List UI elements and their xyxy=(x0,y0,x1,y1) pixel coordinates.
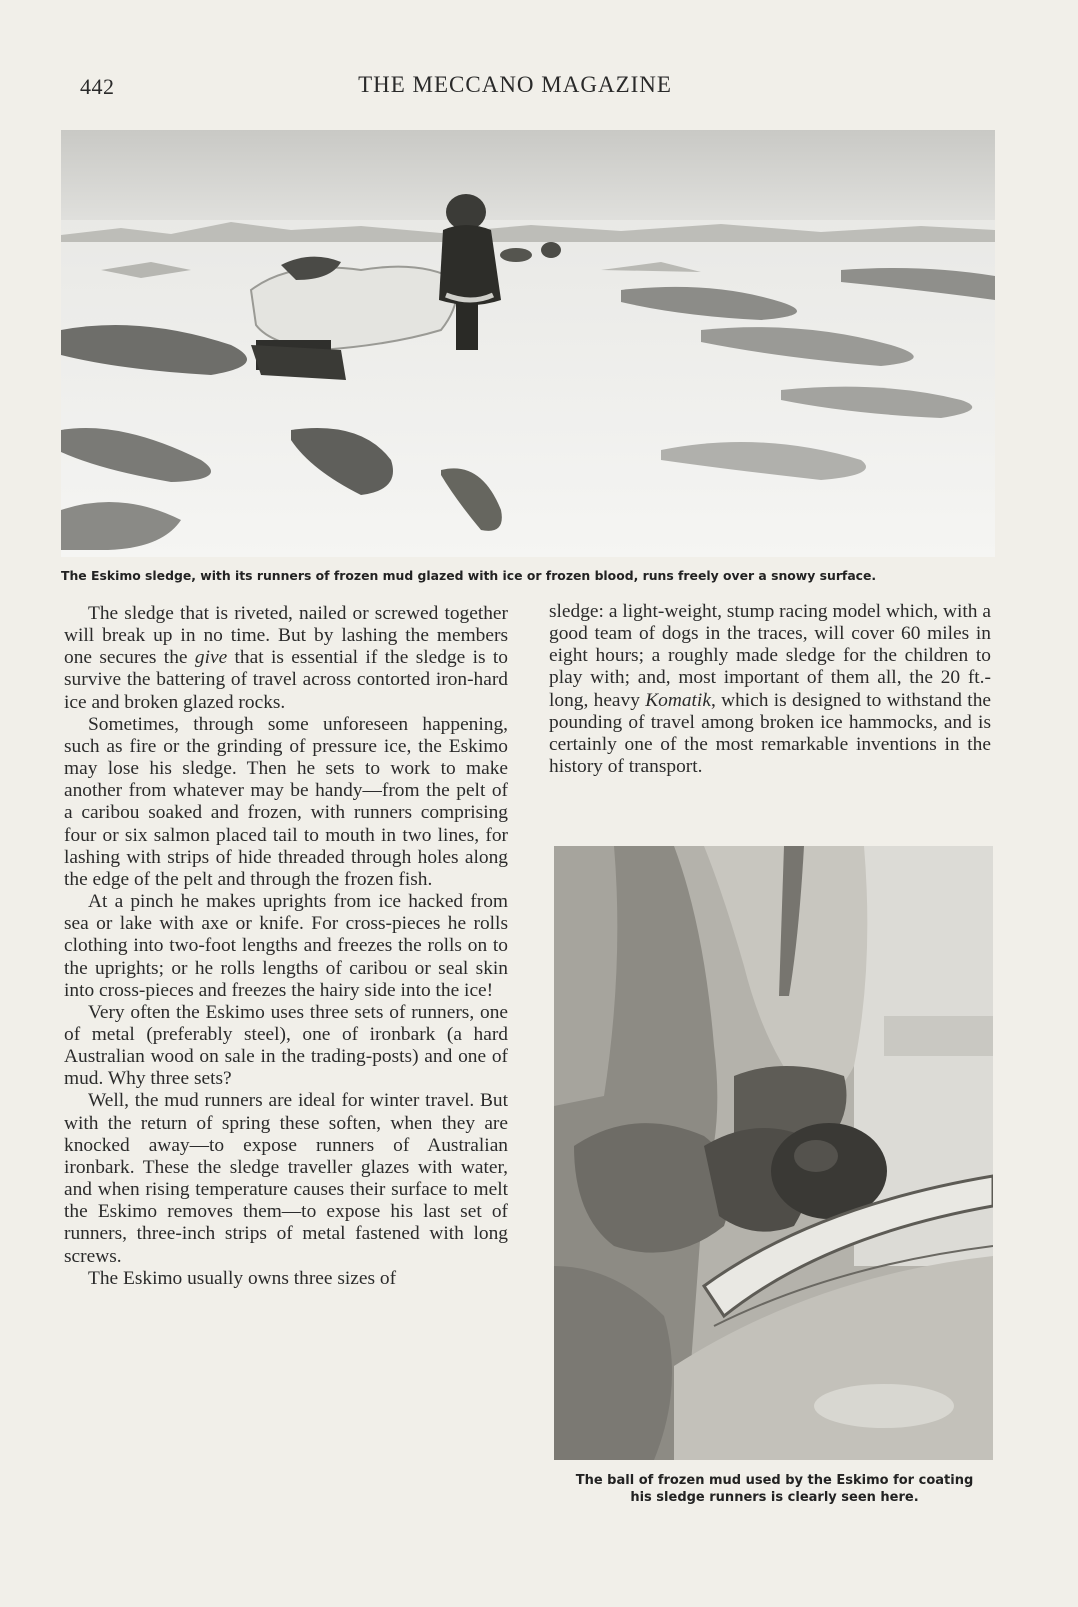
page-number: 442 xyxy=(80,74,115,99)
sledge-photo xyxy=(61,130,995,557)
paragraph: Very often the Eskimo uses three sets of runners, one of metal (preferably steel), one of ironbark (a hard Australian wood on sale in the trading-posts) and one of mud. Why three sets? xyxy=(64,1001,508,1090)
paragraph: Well, the mud runners are ideal for winter travel. But with the return of spring these soften, when they are knocked away—to expose runners of Australian ironbark. These the sledge traveller glazes with water, and when rising temperature causes their surface to melt the Eskimo removes them—to expose his last set of runners, three-inch strips of metal fastened with long screws. xyxy=(64,1090,508,1267)
mud-ball-photo xyxy=(554,846,993,1460)
paragraph-text: The sledge that is riveted, nailed or screwed together will break up in no time. But by lashing the members one secures the xyxy=(64,603,508,669)
article-right-column xyxy=(549,601,991,778)
emphasis-text: give xyxy=(194,647,228,669)
sledge-photo-illustration xyxy=(61,130,995,557)
paragraph xyxy=(64,603,508,714)
emphasis-text: Komatik xyxy=(645,689,711,711)
bottom-photo-caption xyxy=(549,1472,1000,1506)
paragraph xyxy=(549,601,991,778)
paragraph: At a pinch he makes uprights from ice hacked from sea or lake with axe or knife. For cross-pieces he rolls clothing into two-foot lengths and freezes the rolls on to the uprights; or he rolls lengths of caribou or seal skin into cross-pieces and freezes the hairy side into the ice! xyxy=(64,891,508,1001)
paragraph: The Eskimo usually owns three sizes of xyxy=(88,1267,397,1289)
article-left-column xyxy=(64,603,508,1290)
paragraph: Sometimes, through some unforeseen happening, such as fire or the grinding of pressure ice, the Eskimo may lose his sledge. Then he sets to work to make another from whatever may be handy—from the pelt of a caribou soaked and frozen, with runners comprising four or six salmon placed tail to mouth in two lines, for lashing with strips of hide threaded through holes along the edge of the pelt and through the frozen fish. xyxy=(64,713,508,890)
paragraph-text: , which is designed to withstand the pounding of travel among broken ice hammocks, and is certainly one of the most remarkable inventions in the history of transport. xyxy=(549,689,991,778)
paragraph-text: that is essential if the sledge is to survive the battering of travel across contorted iron-hard ice and broken glazed rocks. xyxy=(64,647,509,713)
paragraph-text: sledge: a light-weight, stump racing model which, with a good team of dogs in the traces, will cover 60 miles in eight hours; a roughly made sledge for the children to play with; and, most important of them all, the 20 ft.-long, heavy xyxy=(549,601,991,711)
top-photo-caption: The Eskimo sledge, with its runners of frozen mud glazed with ice or frozen blood, runs freely over a snowy surface. xyxy=(61,568,877,583)
running-title: THE MECCANO MAGAZINE xyxy=(358,72,672,97)
caption-line: his sledge runners is clearly seen here. xyxy=(630,1490,919,1505)
caption-line: The ball of frozen mud used by the Eskimo for coating xyxy=(575,1473,974,1488)
mud-ball-photo-illustration xyxy=(554,846,993,1460)
